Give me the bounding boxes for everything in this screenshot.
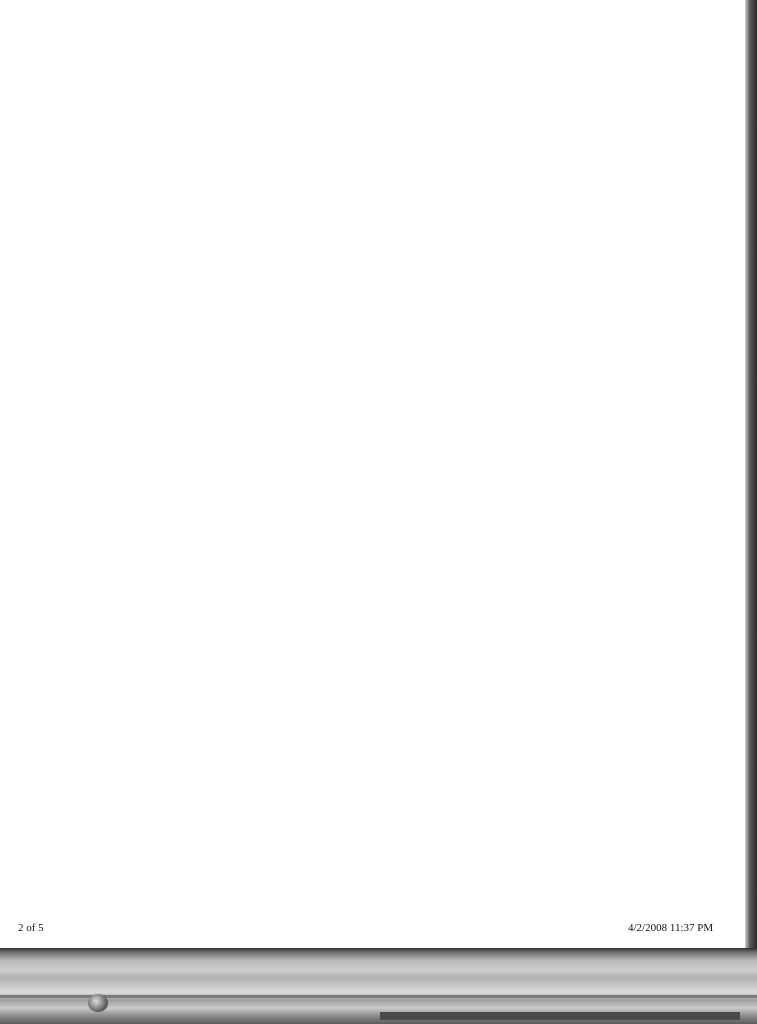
scanner-bar <box>380 1012 740 1020</box>
scanner-groove <box>0 995 757 998</box>
print-timestamp: 4/2/2008 11:37 PM <box>628 922 714 934</box>
clipped-header-remnant <box>280 0 460 2</box>
page-number: 2 of 5 <box>18 922 44 934</box>
scanner-edge-shadow <box>745 0 757 948</box>
scanner-knob <box>88 994 108 1012</box>
